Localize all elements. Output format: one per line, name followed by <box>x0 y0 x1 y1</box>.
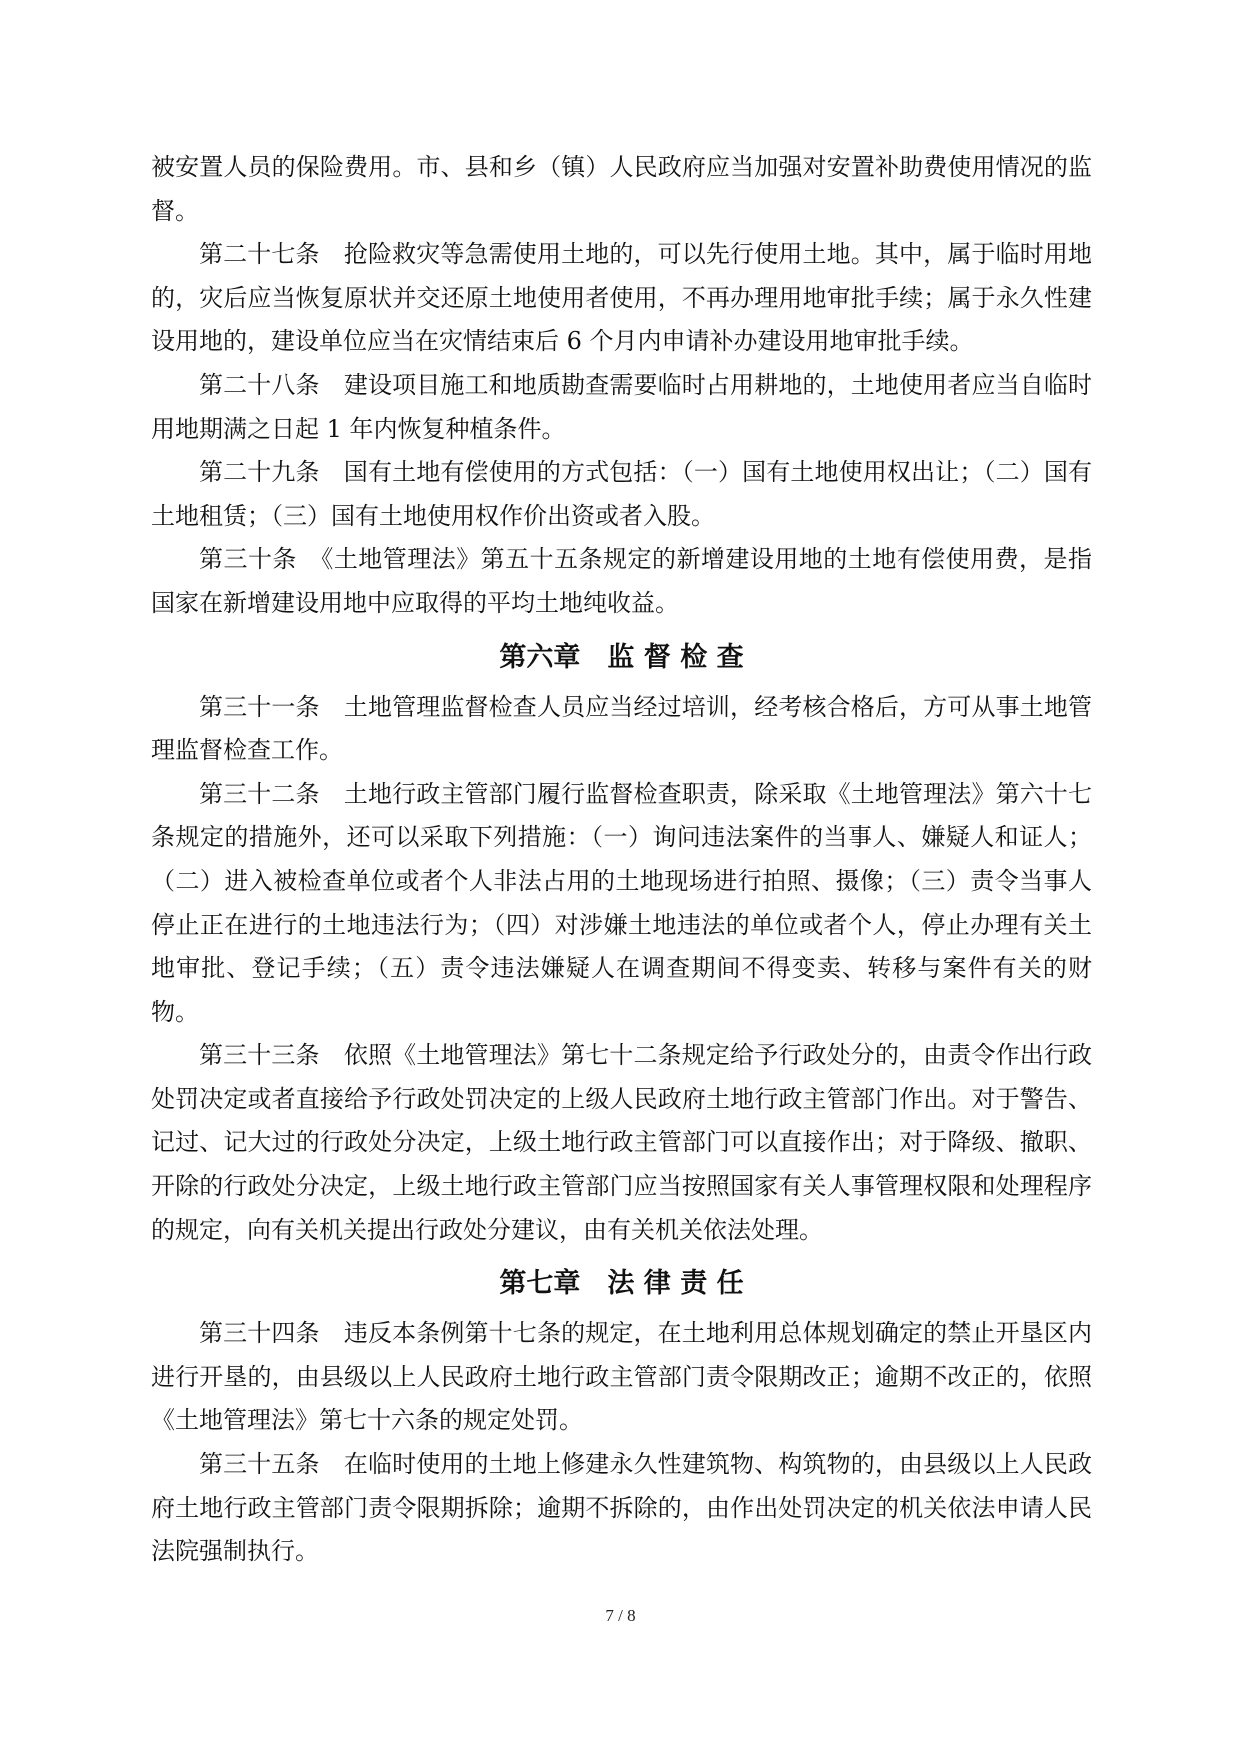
article-29: 第二十九条 国有土地有偿使用的方式包括：（一）国有土地使用权出让；（二）国有土地租赁；（三）国有土地使用权作价出资或者入股。 <box>151 458 1092 530</box>
document-page <box>151 146 1092 1574</box>
article-30: 第三十条 《土地管理法》第五十五条规定的新增建设用地的土地有偿使用费，是指国家在新增建设用地中应取得的平均土地纯收益。 <box>151 545 1092 617</box>
chapter-6-heading: 第六章 监 督 检 查 <box>499 641 744 673</box>
page-number: 7 / 8 <box>605 1606 636 1625</box>
article-27: 第二十七条 抢险救灾等急需使用土地的，可以先行使用土地。其中，属于临时用地的，灾后应当恢复原状并交还原土地使用者使用，不再办理用地审批手续；属于永久性建设用地的，建设单位应当在灾情结束后 6 个月内申请补办建设用地审批手续。 <box>151 240 1092 356</box>
chapter-7-heading: 第七章 法 律 责 任 <box>499 1268 744 1300</box>
article-34: 第三十四条 违反本条例第十七条的规定，在土地利用总体规划确定的禁止开垦区内进行开垦的，由县级以上人民政府土地行政主管部门责令限期改正；逾期不改正的，依照《土地管理法》第七十六条的规定处罚。 <box>151 1319 1092 1435</box>
article-33: 第三十三条 依照《土地管理法》第七十二条规定给予行政处分的，由责令作出行政处罚决定或者直接给予行政处罚决定的上级人民政府土地行政主管部门作出。对于警告、记过、记大过的行政处分决定，上级土地行政主管部门可以直接作出；对于降级、撤职、开除的行政处分决定，上级土地行政主管部门应当按照国家有关人事管理权限和处理程序的规定，向有关机关提出行政处分建议，由有关机关依法处理。 <box>151 1041 1092 1244</box>
article-32: 第三十二条 土地行政主管部门履行监督检查职责，除采取《土地管理法》第六十七条规定的措施外，还可以采取下列措施：（一）询问违法案件的当事人、嫌疑人和证人；（二）进入被检查单位或者个人非法占用的土地现场进行拍照、摄像；（三）责令当事人停止正在进行的土地违法行为；（四）对涉嫌土地违法的单位或者个人，停止办理有关土地审批、登记手续；（五）责令违法嫌疑人在调查期间不得变卖、转移与案件有关的财物。 <box>151 779 1092 1026</box>
article-31: 第三十一条 土地管理监督检查人员应当经过培训，经考核合格后，方可从事土地管理监督检查工作。 <box>151 692 1092 765</box>
article-35: 第三十五条 在临时使用的土地上修建永久性建筑物、构筑物的，由县级以上人民政府土地行政主管部门责令限期拆除；逾期不拆除的，由作出处罚决定的机关依法申请人民法院强制执行。 <box>151 1450 1092 1566</box>
article-28: 第二十八条 建设项目施工和地质勘查需要临时占用耕地的，土地使用者应当自临时用地期满之日起 1 年内恢复种植条件。 <box>151 370 1092 443</box>
paragraph-continuation: 被安置人员的保险费用。市、县和乡（镇）人民政府应当加强对安置补助费使用情况的监督。 <box>151 153 1092 225</box>
